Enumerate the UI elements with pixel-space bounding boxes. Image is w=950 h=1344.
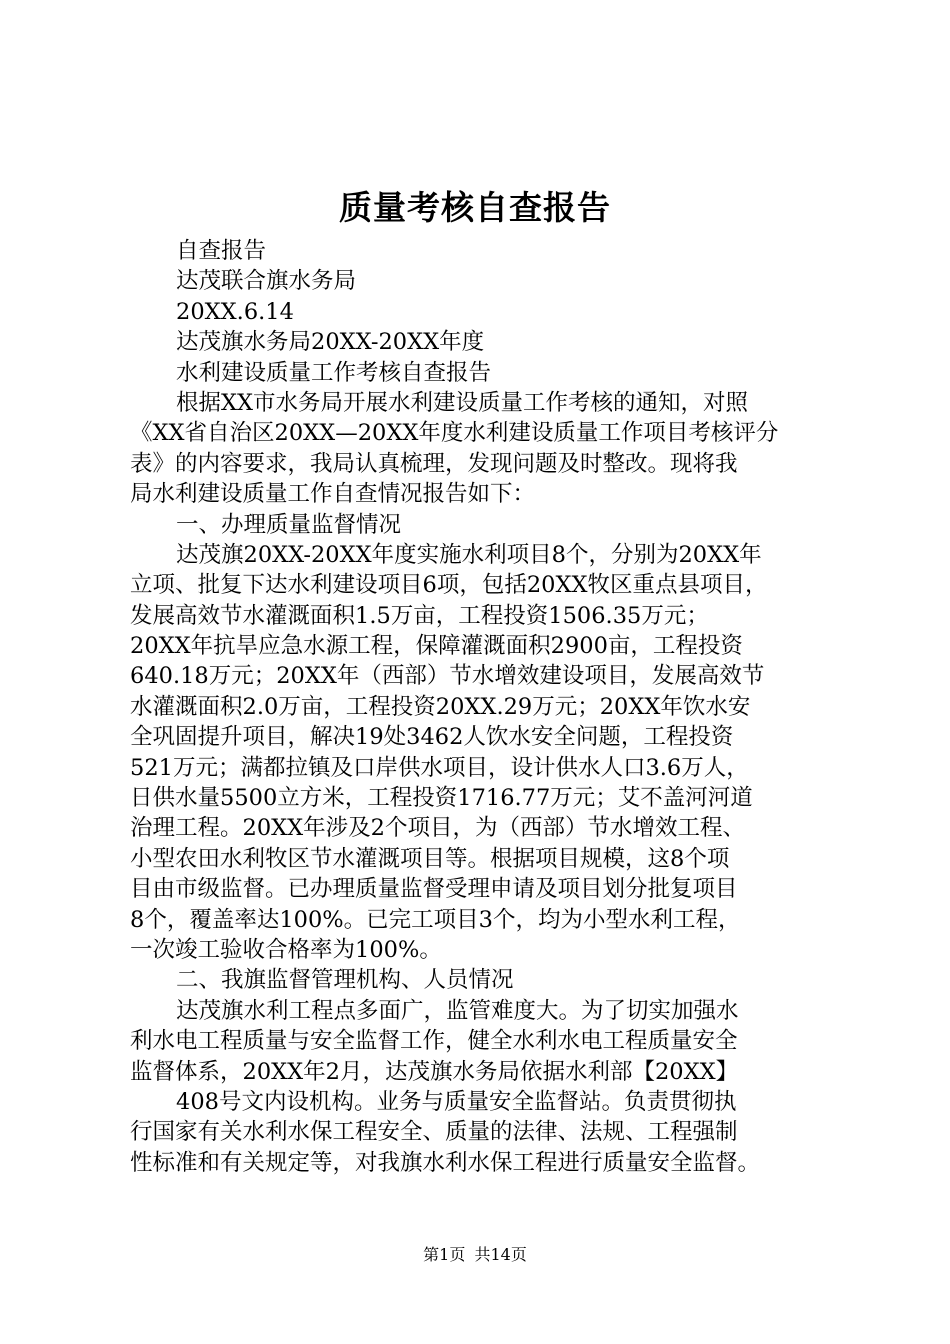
text-line: 达茂联合旗水务局 [176,268,357,295]
text-line: 局水利建设质量工作自查情况报告如下： [130,481,536,508]
text-line: 性标准和有关规定等，对我旗水利水保工程进行质量安全监督。 [130,1149,761,1176]
document-body [130,236,830,1178]
text-line: 408号文内设机构。业务与质量安全监督站。负责贯彻执 [176,1088,737,1115]
text-line: 日供水量5500立方米，工程投资1716.77万元；艾不盖河河道 [130,785,753,812]
text-line: 521万元；满都拉镇及口岸供水项目，设计供水人口3.6万人， [130,754,749,781]
text-line: 二、我旗监督管理机构、人员情况 [176,967,514,994]
text-line: 8个，覆盖率达100%。已完工项目3个，均为小型水利工程， [130,906,741,933]
text-line: 表》的内容要求，我局认真梳理，发现问题及时整改。现将我 [130,450,738,477]
text-line: 达茂旗水务局20XX-20XX年度 [176,329,485,356]
text-line: 一次竣工验收合格率为100%。 [130,936,442,963]
text-line: 达茂旗20XX-20XX年度实施水利项目8个，分别为20XX年 [176,541,762,568]
text-line: 640.18万元；20XX年（西部）节水增效建设项目，发展高效节 [130,663,765,690]
text-line: 目由市级监督。已办理质量监督受理申请及项目划分批复项目 [130,876,738,903]
text-line: 治理工程。20XX年涉及2个项目，为（西部）节水增效工程、 [130,815,745,842]
text-line: 发展高效节水灌溉面积1.5万亩，工程投资1506.35万元； [130,602,709,629]
text-line: 全巩固提升项目，解决19处3462人饮水安全问题，工程投资 [130,724,734,751]
text-line: 行国家有关水利水保工程安全、质量的法律、法规、工程强制 [130,1119,738,1146]
page-total: 共14页 [474,1245,527,1264]
document-title: 质量考核自查报告 [339,188,611,227]
text-line: 20XX.6.14 [176,298,294,325]
text-line: 自查报告 [176,238,267,264]
text-line: 20XX年抗旱应急水源工程，保障灌溉面积2900亩，工程投资 [130,633,743,660]
text-line: 小型农田水利牧区节水灌溉项目等。根据项目规模，这8个项 [130,845,730,872]
text-line: 根据XX市水务局开展水利建设质量工作考核的通知，对照 [176,389,749,416]
text-line: 达茂旗水利工程点多面广，监管难度大。为了切实加强水 [176,997,739,1024]
text-line: 水利建设质量工作考核自查报告 [176,359,492,386]
text-line: 一、办理质量监督情况 [176,511,402,538]
page-footer [0,1243,950,1267]
text-line: 监督体系，20XX年2月，达茂旗水务局依据水利部【20XX】 [130,1058,739,1085]
text-line: 利水电工程质量与安全监督工作，健全水利水电工程质量安全 [130,1028,738,1055]
text-line: 水灌溉面积2.0万亩，工程投资20XX.29万元；20XX年饮水安 [130,693,751,720]
text-line: 《XX省自治区20XX—20XX年度水利建设质量工作项目考核评分 [130,420,779,447]
page-number: 第1页 [423,1245,466,1264]
text-line: 立项、批复下达水利建设项目6项，包括20XX牧区重点县项目， [130,572,768,599]
